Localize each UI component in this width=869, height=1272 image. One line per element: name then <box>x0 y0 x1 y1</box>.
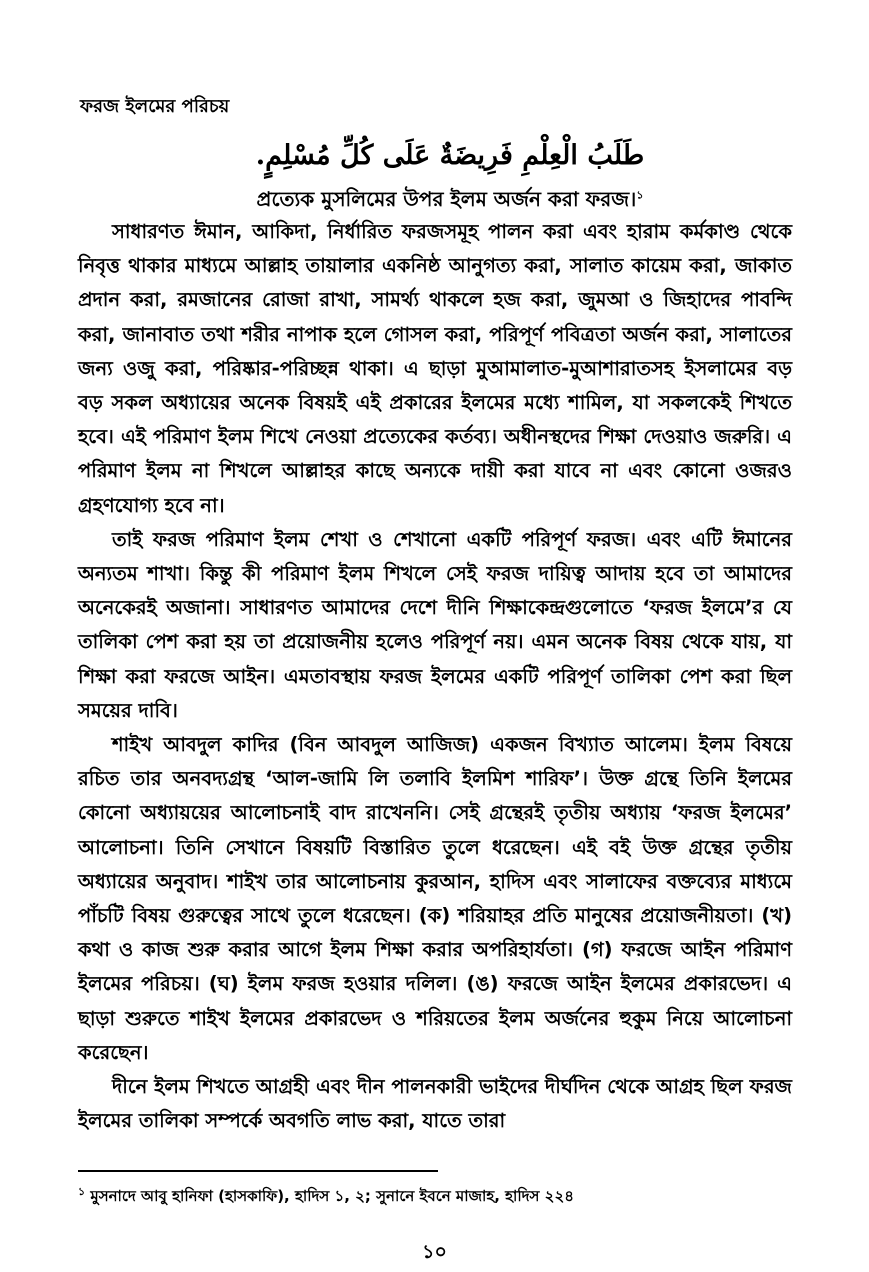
hadith-translation-text: প্রত্যেক মুসলিমের উপর ইলম অর্জন করা ফরজ। <box>256 187 637 211</box>
running-head: ফরজ ইলমের পরিচয় <box>80 96 230 117</box>
footnote-text: মুসনাদে আবু হানিফা (হাসকাফি), হাদিস ১, ২; সুনানে ইবনে মাজাহ, হাদিস ২২৪ <box>85 1187 574 1205</box>
paragraph-1: সাধারণত ঈমান, আকিদা, নির্ধারিত ফরজসমূহ পালন করা এবং হারাম কর্মকাণ্ড থেকে নিবৃত্ত থাকার মাধ্যমে আল্লাহ তায়ালার একনিষ্ঠ আনুগত্য করা, সালাত কায়েম করা, জাকাত প্রদান করা, রমজানের রোজা রাখা, সামর্থ্য থাকলে হজ করা, জুমআ ও জিহাদের পাবন্দি করা, জানাবাত তথা শরীর নাপাক হলে গোসল করা, পরিপূর্ণ পবিত্রতা অর্জন করা, সালাতের জন্য ওজু করা, পরিষ্কার-পরিচ্ছন্ন থাকা। এ ছাড়া মুআমালাত-মুআশারাতসহ ইসলামের বড় বড় সকল অধ্যায়ের অনেক বিষয়ই এই প্রকারের ইলমের মধ্যে শামিল, যা সকলকেই শিখতে হবে। এই পরিমাণ ইলম শিখে নেওয়া প্রত্যেকের কর্তব্য। অধীনস্থদের শিক্ষা দেওয়াও জরুরি। এ পরিমাণ ইলম না শিখলে আল্লাহর কাছে অন্যকে দায়ী করা যাবে না এবং কোনো ওজরও গ্রহণযোগ্য হবে না। <box>78 220 792 517</box>
hadith-translation <box>70 182 830 216</box>
page-number: ১০ <box>422 1241 447 1263</box>
footnote <box>78 1186 792 1206</box>
body-text <box>78 215 792 1138</box>
hadith-arabic: طَلَبُ الْعِلْمِ فَرِيضَةٌ عَلَى كُلِّ مُسْلِمٍ. <box>255 140 645 171</box>
footnote-reference[interactable]: ১ <box>636 188 644 202</box>
paragraph-2: তাই ফরজ পরিমাণ ইলম শেখা ও শেখানো একটি পরিপূর্ণ ফরজ। এবং এটি ঈমানের অন্যতম শাখা। কিন্তু কী পরিমাণ ইলম শিখলে সেই ফরজ দায়িত্ব আদায় হবে তা আমাদের অনেকেরই অজানা। সাধারণত আমাদের দেশে দীনি শিক্ষাকেন্দ্রগুলোতে ‘ফরজ ইলমে’র যে তালিকা পেশ করা হয় তা প্রয়োজনীয় হলেও পরিপূর্ণ নয়। এমন অনেক বিষয় থেকে যায়, যা শিক্ষা করা ফরজে আইন। এমতাবস্থায় ফরজ ইলমের একটি পরিপূর্ণ তালিকা পেশ করা ছিল সময়ের দাবি। <box>78 527 792 722</box>
paragraph-4: দীনে ইলম শিখতে আগ্রহী এবং দীন পালনকারী ভাইদের দীর্ঘদিন থেকে আগ্রহ ছিল ফরজ ইলমের তালিকা সম্পর্কে অবগতি লাভ করা, যাতে তারা <box>78 1075 792 1133</box>
footnote-divider <box>78 1170 438 1172</box>
paragraph-3: শাইখ আবদুল কাদির (বিন আবদুল আজিজ) একজন বিখ্যাত আলেম। ইলম বিষয়ে রচিত তার অনবদ্যগ্রন্থ ‘আল-জামি লি তলাবি ইলমিশ শারিফ’। উক্ত গ্রন্থে তিনি ইলমের কোনো অধ্যায়য়ের আলোচনাই বাদ রাখেননি। সেই গ্রন্থেরই তৃতীয় অধ্যায় ‘ফরজ ইলমের’ আলোচনা। তিনি সেখানে বিষয়টি বিস্তারিত তুলে ধরেছেন। এই বই উক্ত গ্রন্থের তৃতীয় অধ্যায়ের অনুবাদ। শাইখ তার আলোচনায় কুরআন, হাদিস এবং সালাফের বক্তব্যের মাধ্যমে পাঁচটি বিষয় গুরুত্বের সাথে তুলে ধরেছেন। (ক) শরিয়াহর প্রতি মানুষের প্রয়োজনীয়তা। (খ) কথা ও কাজ শুরু করার আগে ইলম শিক্ষা করার অপরিহার্যতা। (গ) ফরজে আইন পরিমাণ ইলমের পরিচয়। (ঘ) ইলম ফরজ হওয়ার দলিল। (ঙ) ফরজে আইন ইলমের প্রকারভেদ। এ ছাড়া শুরুতে শাইখ ইলমের প্রকারভেদ ও শরিয়তের ইলম অর্জনের হুকুম নিয়ে আলোচনা করেছেন। <box>78 733 792 1064</box>
footnote-marker: ১ <box>78 1185 86 1198</box>
